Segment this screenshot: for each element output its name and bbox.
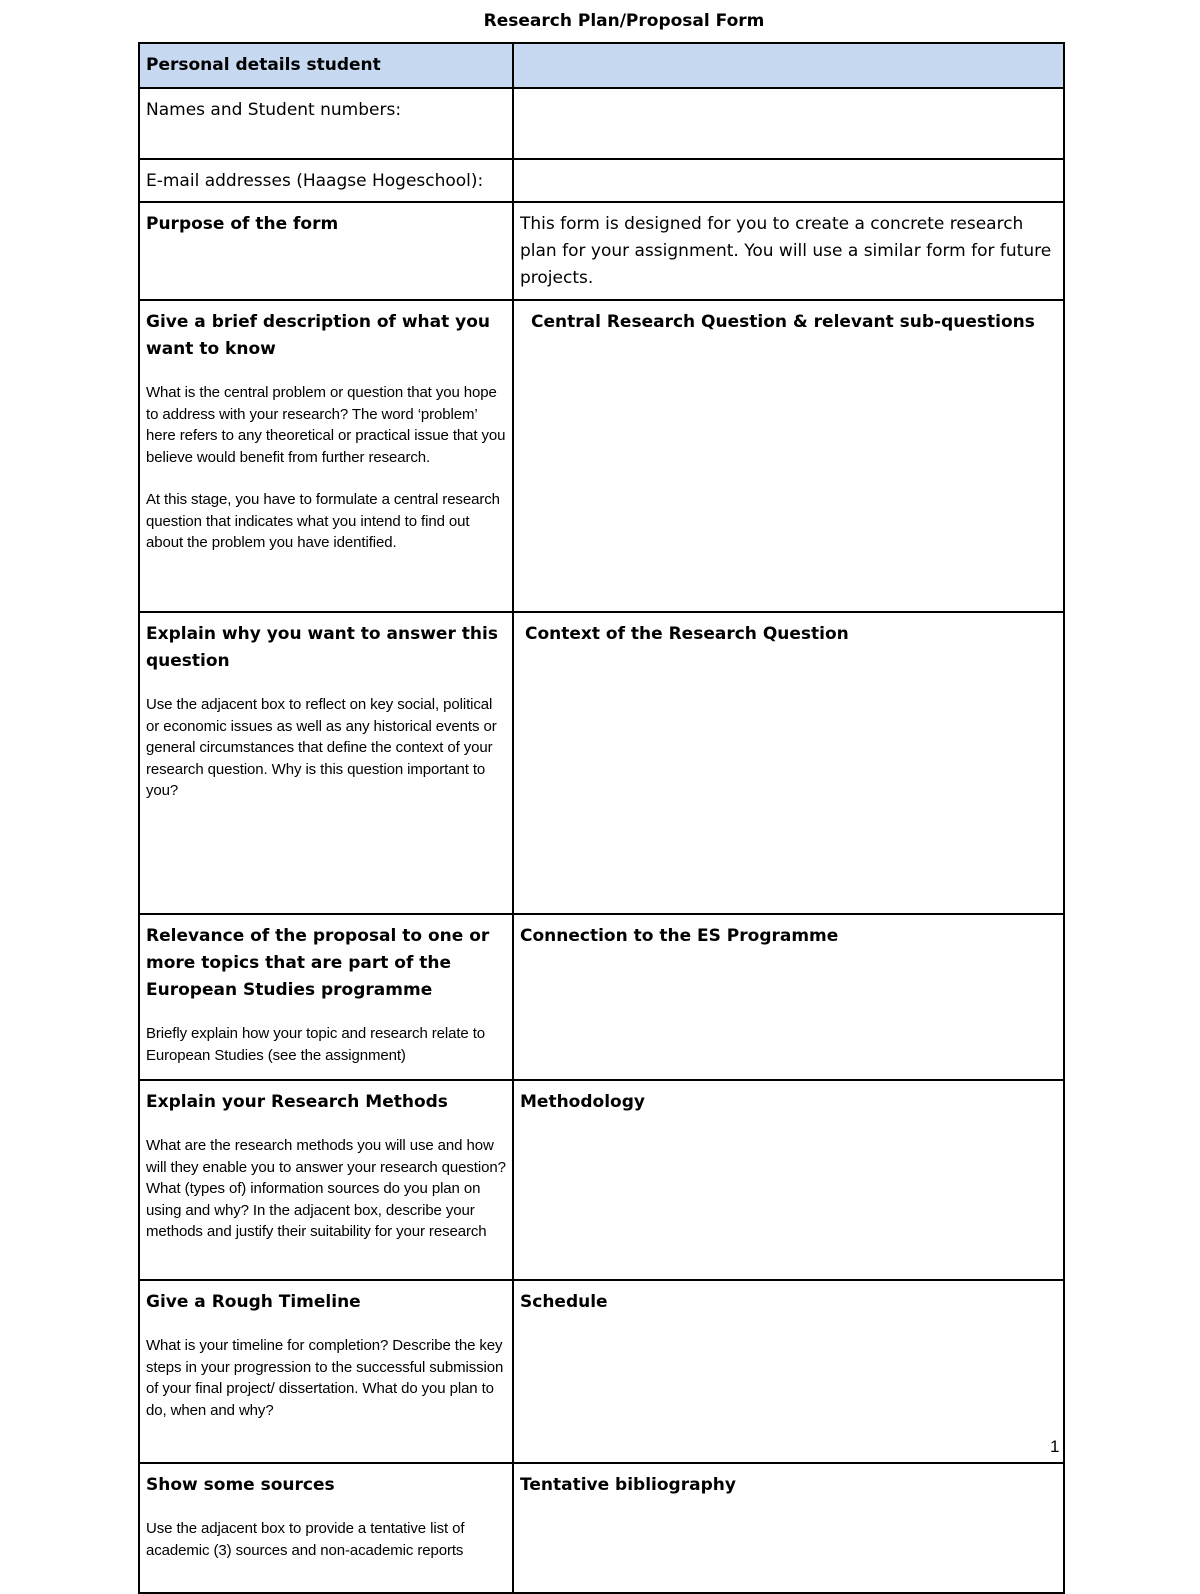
es-connection-field[interactable] <box>513 914 1064 1080</box>
email-label: E-mail addresses (Haagse Hogeschool): <box>146 171 484 191</box>
personal-details-value[interactable] <box>514 44 1063 58</box>
row-personal-details <box>139 43 1064 88</box>
research-question-field[interactable] <box>513 300 1064 612</box>
personal-details-label-cell <box>139 43 513 88</box>
timeline-label: Give a Rough Timeline <box>146 1292 361 1312</box>
timeline-instructions <box>146 1335 506 1421</box>
email-field[interactable] <box>513 159 1064 202</box>
names-label-cell <box>139 88 513 159</box>
row-timeline <box>139 1280 1064 1463</box>
description-text-1: What is the central problem or question that you hope to address with your research? The word ‘problem’ here refers to any theoretical or practical issue that you believe would benefit from further research. <box>146 384 506 466</box>
bibliography-heading: Tentative bibliography <box>520 1475 736 1495</box>
why-text: Use the adjacent box to reflect on key social, political or economic issues as well as any historical events or general circumstances that define the context of your research question. Why is this question important to you? <box>146 696 497 799</box>
email-value[interactable] <box>514 160 1063 174</box>
document-title: Research Plan/Proposal Form <box>483 11 765 31</box>
schedule-field[interactable] <box>513 1280 1064 1463</box>
why-instructions <box>146 694 506 802</box>
proposal-form-table <box>138 42 1065 1594</box>
personal-details-value-cell[interactable] <box>513 43 1064 88</box>
relevance-label: Relevance of the proposal to one or more topics that are part of the European Studies programme <box>146 926 490 1000</box>
description-label-cell <box>139 300 513 612</box>
purpose-value-cell <box>513 202 1064 300</box>
methodology-field[interactable] <box>513 1080 1064 1280</box>
row-methods <box>139 1080 1064 1280</box>
timeline-label-cell <box>139 1280 513 1463</box>
page-number: 1 <box>1050 1437 1060 1456</box>
purpose-label-cell <box>139 202 513 300</box>
sources-label: Show some sources <box>146 1475 335 1495</box>
research-question-heading: Central Research Question & relevant sub-questions <box>531 312 1035 332</box>
row-why <box>139 612 1064 914</box>
relevance-text: Briefly explain how your topic and research relate to European Studies (see the assignment) <box>146 1025 486 1064</box>
relevance-instructions <box>146 1023 506 1066</box>
email-label-cell <box>139 159 513 202</box>
row-relevance <box>139 914 1064 1080</box>
methods-instructions <box>146 1135 506 1243</box>
personal-details-label: Personal details student <box>146 55 381 75</box>
names-field[interactable] <box>513 88 1064 159</box>
row-sources <box>139 1463 1064 1593</box>
row-description <box>139 300 1064 612</box>
methods-text: What are the research methods you will use and how will they enable you to answer your research question? What (types of) information sources do you plan on using and why? In the adjacent box, describe your methods and justify their suitability for your research <box>146 1137 506 1240</box>
relevance-label-cell <box>139 914 513 1080</box>
sources-text: Use the adjacent box to provide a tentative list of academic (3) sources and non-academic reports <box>146 1520 465 1559</box>
row-names <box>139 88 1064 159</box>
description-instructions <box>146 382 506 554</box>
context-heading: Context of the Research Question <box>525 624 849 644</box>
purpose-label: Purpose of the form <box>146 214 339 234</box>
timeline-text: What is your timeline for completion? Describe the key steps in your progression to the successful submission of your final project/ dissertation. What do you plan to do, when and why? <box>146 1337 504 1419</box>
row-purpose <box>139 202 1064 300</box>
row-email <box>139 159 1064 202</box>
methodology-heading: Methodology <box>520 1092 645 1112</box>
methods-label: Explain your Research Methods <box>146 1092 448 1112</box>
sources-instructions <box>146 1518 506 1561</box>
names-label: Names and Student numbers: <box>146 100 402 120</box>
bibliography-field[interactable] <box>513 1463 1064 1593</box>
schedule-heading: Schedule <box>520 1292 608 1312</box>
description-label: Give a brief description of what you want to know <box>146 312 491 359</box>
sources-label-cell <box>139 1463 513 1593</box>
methods-label-cell <box>139 1080 513 1280</box>
es-connection-heading: Connection to the ES Programme <box>520 926 839 946</box>
why-label: Explain why you want to answer this question <box>146 624 498 671</box>
purpose-text: This form is designed for you to create a concrete research plan for your assignment. You will use a similar form for future projects. <box>520 214 1052 288</box>
names-value[interactable] <box>514 89 1063 103</box>
why-label-cell <box>139 612 513 914</box>
context-field[interactable] <box>513 612 1064 914</box>
description-text-2: At this stage, you have to formulate a central research question that indicates what you intend to find out about the problem you have identified. <box>146 491 500 551</box>
